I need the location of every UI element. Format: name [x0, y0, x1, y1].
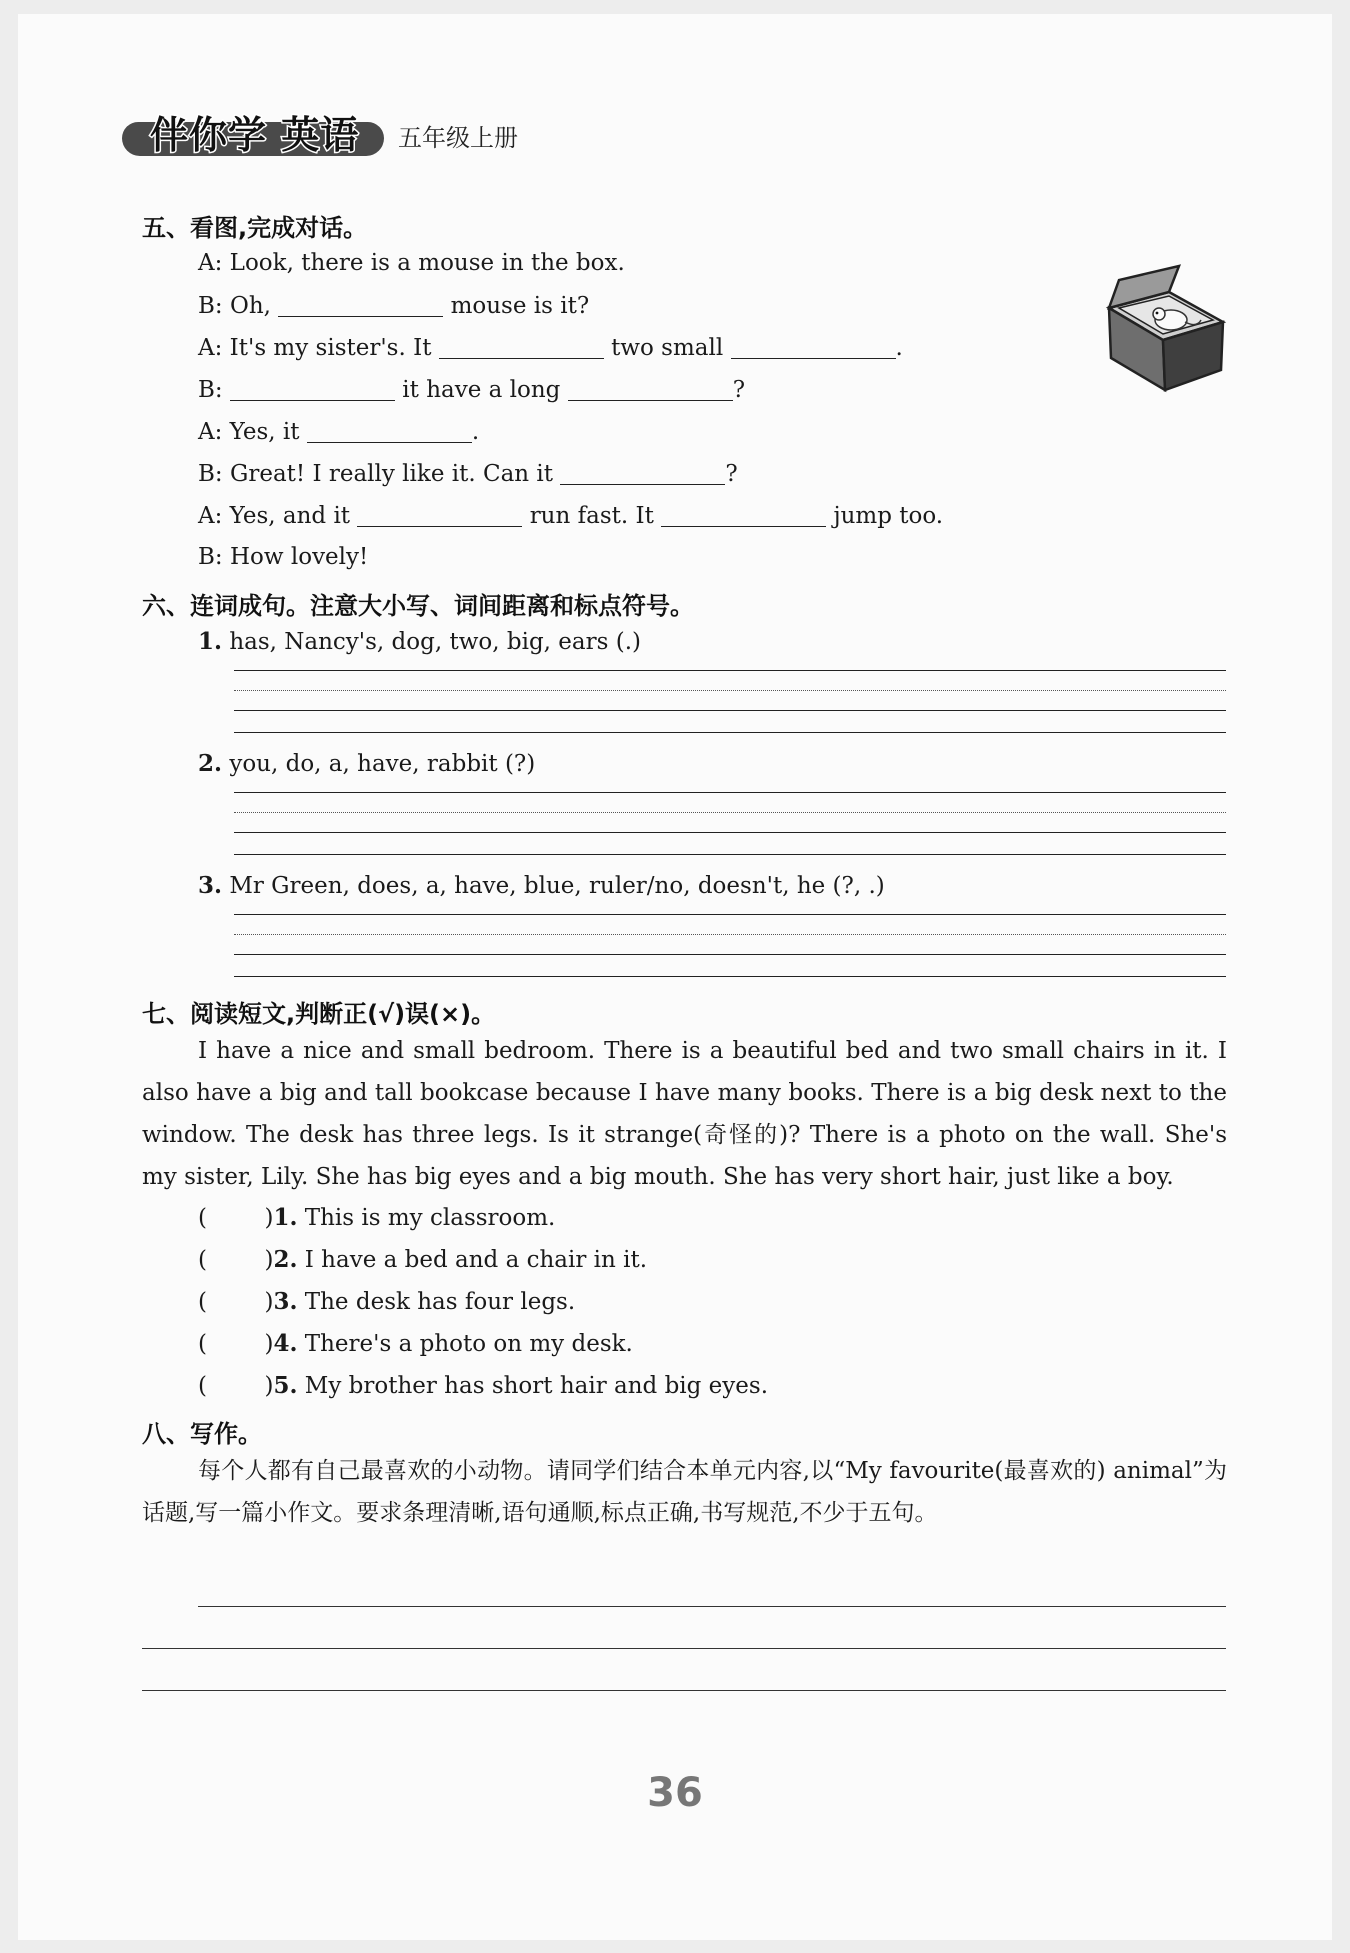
answer-blank[interactable]	[661, 502, 826, 527]
answer-blank[interactable]	[560, 460, 725, 485]
judge-item-1	[198, 1204, 555, 1231]
dialogue-text: it have a long	[402, 377, 561, 403]
writing-line[interactable]	[234, 854, 1226, 855]
item-number: 1.	[198, 628, 223, 655]
reading-passage: I have a nice and small bedroom. There is a beautiful bed and two small chairs in it. I also have a big and tall bookcase because I have many books. There is a big desk next to the window. The desk has three legs. Is it strange(奇怪的)? There is a photo on the wall. She's my sister, Lily. She has big eyes and a big mouth. She has very short hair, just like a boy.	[142, 1038, 1227, 1190]
judge-item-2	[198, 1246, 647, 1273]
dialogue-line-3	[198, 334, 903, 361]
answer-blank[interactable]	[230, 376, 395, 401]
answer-blank[interactable]	[357, 502, 522, 527]
word-list: has, Nancy's, dog, two, big, ears (.)	[229, 629, 641, 655]
dialogue-text: B: Oh,	[198, 293, 271, 319]
section-5-heading: 五、看图,完成对话。	[142, 214, 368, 242]
sentence-item-3	[198, 872, 885, 899]
dialogue-text: B:	[198, 377, 223, 403]
dialogue-text: B: How lovely!	[198, 544, 369, 570]
dialogue-line-2	[198, 292, 589, 319]
dialogue-text: mouse is it?	[450, 293, 590, 319]
writing-guide-line	[234, 812, 1226, 813]
dialogue-text: run fast. It	[529, 503, 654, 529]
dialogue-text: A: It's my sister's. It	[198, 335, 432, 361]
dialogue-line-5	[198, 418, 479, 445]
writing-line[interactable]	[234, 914, 1226, 915]
dialogue-text: ?	[732, 377, 746, 403]
book-subtitle: 五年级上册	[398, 124, 518, 152]
dialogue-line-4	[198, 376, 745, 403]
item-number: 4.	[273, 1330, 298, 1357]
answer-blank[interactable]	[307, 418, 472, 443]
sentence-item-2	[198, 750, 535, 777]
dialogue-text: A: Yes, it	[198, 419, 300, 445]
item-number: 1.	[273, 1204, 298, 1231]
judge-item-3	[198, 1288, 575, 1315]
dialogue-text: two small	[611, 335, 724, 361]
section-8-heading: 八、写作。	[142, 1420, 262, 1448]
writing-line[interactable]	[234, 732, 1226, 733]
page-number: 36	[647, 1770, 703, 1816]
item-number: 3.	[198, 872, 223, 899]
section-7-heading: 七、阅读短文,判断正(√)误(×)。	[142, 1000, 496, 1028]
item-number: 5.	[273, 1372, 298, 1399]
dialogue-text: ?	[725, 461, 738, 487]
dialogue-text: A: Look, there is a mouse in the box.	[198, 250, 625, 276]
sentence-item-1	[198, 628, 641, 655]
writing-guide-line	[234, 690, 1226, 691]
answer-blank[interactable]	[278, 292, 443, 317]
writing-line[interactable]	[234, 710, 1226, 711]
answer-blank[interactable]	[439, 334, 604, 359]
writing-line[interactable]	[234, 954, 1226, 955]
word-list: you, do, a, have, rabbit (?)	[229, 751, 536, 777]
statement-text: I have a bed and a chair in it.	[304, 1247, 648, 1273]
judge-item-5	[198, 1372, 768, 1399]
statement-text: The desk has four legs.	[304, 1289, 576, 1315]
answer-bracket[interactable]: ( )	[198, 1331, 274, 1357]
writing-prompt: 每个人都有自己最喜欢的小动物。请同学们结合本单元内容,以“My favourite(最喜欢的) animal”为话题,写一篇小作文。要求条理清晰,语句通顺,标点正确,书写规范,不少于五句。	[142, 1458, 1227, 1526]
dialogue-line-1	[198, 250, 625, 276]
statement-text: My brother has short hair and big eyes.	[304, 1373, 769, 1399]
dialogue-text: .	[895, 335, 903, 361]
writing-line[interactable]	[234, 976, 1226, 977]
book-title: 伴你学 英语	[150, 113, 360, 157]
writing-guide-line	[234, 934, 1226, 935]
dialogue-text: .	[471, 419, 480, 445]
item-number: 2.	[273, 1246, 298, 1273]
composition-line[interactable]	[142, 1690, 1226, 1691]
dialogue-line-6	[198, 460, 738, 487]
dialogue-text: jump too.	[833, 503, 944, 529]
composition-line[interactable]	[142, 1648, 1226, 1649]
answer-bracket[interactable]: ( )	[198, 1247, 274, 1273]
composition-line[interactable]	[198, 1606, 1226, 1607]
answer-blank[interactable]	[568, 376, 733, 401]
word-list: Mr Green, does, a, have, blue, ruler/no, doesn't, he (?, .)	[229, 873, 885, 899]
section-6-heading: 六、连词成句。注意大小写、词间距离和标点符号。	[142, 592, 694, 620]
dialogue-text: A: Yes, and it	[198, 503, 351, 529]
dialogue-text: B: Great! I really like it. Can it	[198, 461, 554, 487]
statement-text: This is my classroom.	[304, 1205, 556, 1231]
answer-bracket[interactable]: ( )	[198, 1373, 274, 1399]
dialogue-line-8	[198, 544, 368, 570]
answer-bracket[interactable]: ( )	[198, 1289, 274, 1315]
writing-line[interactable]	[234, 670, 1226, 671]
answer-blank[interactable]	[731, 334, 896, 359]
answer-bracket[interactable]: ( )	[198, 1205, 274, 1231]
mouse-in-box-illustration	[1105, 262, 1227, 394]
statement-text: There's a photo on my desk.	[304, 1331, 633, 1357]
writing-line[interactable]	[234, 792, 1226, 793]
dialogue-line-7	[198, 502, 943, 529]
judge-item-4	[198, 1330, 633, 1357]
item-number: 2.	[198, 750, 223, 777]
item-number: 3.	[273, 1288, 298, 1315]
writing-line[interactable]	[234, 832, 1226, 833]
